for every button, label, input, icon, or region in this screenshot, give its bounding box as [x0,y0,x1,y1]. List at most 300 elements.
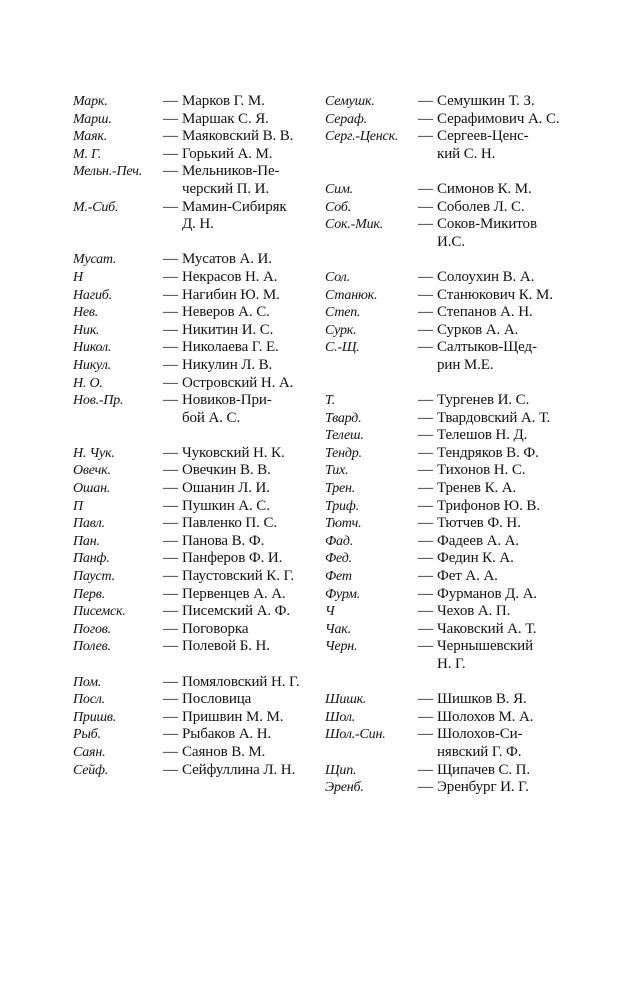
entry-line [73,146,316,164]
author-name-wrap [418,709,560,727]
entry-line [73,709,316,727]
entry-line [325,515,560,533]
author-name-wrap [163,674,316,692]
author-name-wrap [418,762,560,780]
author-name-wrap [418,480,560,498]
em-dash: — [418,392,433,409]
em-dash: — [418,620,433,637]
em-dash: — [163,585,178,602]
abbreviation: С.-Щ. [325,340,360,356]
abbreviation-entry [325,462,560,480]
author-name-wrap [163,392,316,410]
author-name: Степанов А. Н. [437,304,533,321]
author-name: Нагибин Ю. М. [182,286,280,303]
author-name: Фадеев А. А. [437,532,520,549]
em-dash: — [418,286,433,303]
author-name-wrap [418,93,560,111]
author-name-continuation: черский П. И. [182,180,270,197]
abbreviation-entry [325,762,560,780]
em-dash: — [418,779,433,796]
author-name: Маршак С. Я. [182,110,269,127]
abbreviation: Семушк. [325,94,375,109]
author-name: Шолохов-Си- [437,726,523,743]
entry-line [73,515,316,533]
abbreviation-entry [73,93,316,111]
entry-continuation-line [73,181,316,199]
author-name: Пришвин М. М. [182,708,284,725]
abbreviation-entry [325,427,560,445]
abbreviation-entry [325,287,560,305]
entry-line [325,691,560,709]
em-dash: — [418,532,433,549]
author-name-wrap [418,427,560,445]
entry-line [325,586,560,604]
author-name: Мельников-Пе- [182,163,280,180]
entry-line [73,533,316,551]
abbreviation: Серг.-Ценск. [325,129,399,145]
abbreviation: Сим. [325,181,353,197]
author-name: Щипачев С. П. [437,761,531,778]
entry-line [73,111,316,129]
author-name: Полевой Б. Н. [182,638,270,655]
em-dash: — [418,93,433,109]
author-name: Поговорка [182,620,249,637]
entry-line [325,498,560,516]
author-name: Первенцев А. А. [182,585,286,602]
author-name-wrap [418,410,560,428]
abbreviation: Черн. [325,639,358,655]
author-name-wrap [418,726,560,744]
entry-line [325,550,560,568]
abbreviation: Рыб. [73,727,101,743]
author-name: Горький А. М. [182,145,273,162]
em-dash: — [163,515,178,532]
entry-line [325,339,560,357]
author-name-wrap [163,691,316,709]
author-name-wrap [418,304,560,322]
em-dash: — [163,743,178,760]
em-dash: — [163,321,178,338]
em-dash: — [418,409,433,426]
em-dash: — [418,180,433,197]
em-dash: — [418,568,433,585]
author-name-wrap [163,568,316,586]
abbreviation-entry [325,480,560,498]
abbreviation-entry [325,111,560,129]
em-dash: — [163,93,178,109]
abbreviation: Шол. [325,709,356,725]
author-name: Мусатов А. И. [182,251,272,268]
entry-line [325,779,560,797]
entry-continuation-line [325,146,560,164]
abbreviation-entry [325,93,560,111]
abbreviation: Ник. [73,322,100,338]
author-name-wrap [418,550,560,568]
abbreviation-entry [73,445,316,463]
abbreviation: Тютч. [325,516,362,532]
em-dash: — [163,392,178,409]
author-name-wrap [163,726,316,744]
left-column [73,93,316,779]
author-name-continuation: Д. Н. [182,216,214,233]
abbreviation-entry [73,621,316,639]
author-name: Сурков А. А. [437,321,519,338]
abbreviation: Эренб. [325,780,364,796]
abbreviation-entry [73,357,316,375]
em-dash: — [418,444,433,461]
abbreviation: Щип. [325,762,357,778]
author-name-wrap [163,762,316,780]
entry-line [73,339,316,357]
author-name-wrap [418,111,560,129]
abbreviation-entry [73,128,316,146]
abbreviation: Степ. [325,305,361,321]
em-dash: — [163,198,178,215]
abbreviation: Н. Чук. [73,445,115,461]
em-dash: — [418,585,433,602]
em-dash: — [418,603,433,620]
abbreviation-entry [325,709,560,727]
author-name: Телешов Н. Д. [437,427,528,444]
author-name: Сейфуллина Л. Н. [182,761,296,778]
author-name: Эренбург И. Г. [437,779,529,796]
abbreviation: Телеш. [325,428,364,444]
author-name: Чаковский А. Т. [437,620,537,637]
entry-line [73,93,316,111]
abbreviation: Сераф. [325,111,367,127]
em-dash: — [163,532,178,549]
entry-line [73,762,316,780]
entry-continuation-line [325,357,560,375]
entry-line [73,498,316,516]
author-name: Чернышевский [437,638,534,655]
author-name: Островский Н. А. [182,374,294,391]
abbreviation: Овечк. [73,463,111,479]
author-name: Тургенев И. С. [437,392,530,409]
abbreviation: Нагиб. [73,287,112,303]
abbreviation: Тендр. [325,445,362,461]
abbreviation-entry [73,163,316,198]
abbreviation: Посл. [73,692,105,708]
author-name-wrap [418,392,560,410]
abbreviation: М. Г. [73,146,102,162]
abbreviation-entry [73,339,316,357]
em-dash: — [418,110,433,127]
author-name-wrap [418,638,560,656]
abbreviation-entry [73,287,316,305]
author-name: Пушкин А. С. [182,497,270,514]
author-name-wrap [163,515,316,533]
author-name-wrap [418,322,560,340]
em-dash: — [163,286,178,303]
author-name-continuation: И.С. [437,233,465,250]
abbreviation: Т. [325,393,336,409]
entry-line [73,357,316,375]
author-name-continuation: Н. Г. [437,656,466,672]
em-dash: — [418,550,433,567]
author-name: Саянов В. М. [182,743,266,760]
abbreviation: Шишк. [325,692,367,708]
author-name-wrap [163,269,316,287]
entry-line [73,603,316,621]
em-dash: — [418,128,433,145]
author-name-wrap [418,498,560,516]
abbreviation: Пом. [73,674,102,690]
abbreviation-entry [73,462,316,480]
author-name: Марков Г. М. [182,93,265,109]
author-name-wrap [163,709,316,727]
entry-line [73,269,316,287]
abbreviation: М.-Сиб. [73,199,119,215]
abbreviation: Станюк. [325,287,378,303]
abbreviation-entry [325,779,560,797]
entry-line [73,568,316,586]
em-dash: — [418,726,433,743]
abbreviation: Маяк. [73,129,108,145]
abbreviation: Никул. [73,357,111,373]
author-name-wrap [163,445,316,463]
author-name: Писемский А. Ф. [182,603,291,620]
em-dash: — [163,497,178,514]
entry-continuation-line [325,744,560,762]
author-name-wrap [418,603,560,621]
entry-line [325,128,560,146]
abbreviation: Саян. [73,744,106,760]
entry-line [325,287,560,305]
author-name-wrap [163,339,316,357]
em-dash: — [163,356,178,373]
author-name: Тихонов Н. С. [437,462,526,479]
author-name-continuation: бой А. С. [182,409,241,426]
em-dash: — [163,304,178,321]
abbreviation: Ч [325,604,335,620]
author-name: Панова В. Ф. [182,532,265,549]
entry-line [325,111,560,129]
abbreviation-entry [325,621,560,639]
author-name: Некрасов Н. А. [182,268,278,285]
abbreviation: Сейф. [73,762,109,778]
abbreviation-entry [73,375,316,393]
abbreviation: Н. О. [73,375,103,391]
abbreviation: Тих. [325,463,349,479]
abbreviation-entry [325,269,560,287]
entry-line [325,410,560,428]
author-name: Фет А. А. [437,568,498,585]
author-name-wrap [418,462,560,480]
author-name: Тендряков В. Ф. [437,444,539,461]
abbreviation: Пауст. [73,569,115,585]
entry-line [73,480,316,498]
abbreviation-entry [325,726,560,761]
entry-line [325,322,560,340]
author-name: Федин К. А. [437,550,514,567]
spacer [73,234,316,252]
entry-line [325,762,560,780]
abbreviation: Нов.-Пр. [73,393,124,409]
abbreviation: Соб. [325,199,351,215]
em-dash: — [418,761,433,778]
author-name-wrap [163,304,316,322]
author-name: Чехов А. П. [437,603,511,620]
author-name-wrap [163,322,316,340]
em-dash: — [418,216,433,233]
abbreviation: П [73,498,83,514]
spacer [73,427,316,445]
abbreviation-entry [73,498,316,516]
em-dash: — [418,321,433,338]
entry-line [325,726,560,744]
author-name-wrap [163,93,316,111]
abbreviation: Фет [325,569,352,585]
em-dash: — [163,128,178,145]
author-name: Трифонов Ю. В. [437,497,540,514]
entry-line [73,163,316,181]
entry-line [73,445,316,463]
entry-line [73,638,316,656]
abbreviation: Перв. [73,586,105,602]
author-name-wrap [163,621,316,639]
author-name: Ошанин Л. И. [182,480,270,497]
author-name-wrap [418,199,560,217]
abbreviation: Панф. [73,551,110,567]
author-name-wrap [163,111,316,129]
abbreviation-entry [325,568,560,586]
abbreviation: Погов. [73,621,111,637]
em-dash: — [418,339,433,356]
entry-continuation-line [73,410,316,428]
abbreviation: Фед. [325,551,352,567]
author-name: Твардовский А. Т. [437,409,551,426]
abbreviation-entry [73,322,316,340]
author-name: Соков-Микитов [437,216,537,233]
entry-line [325,304,560,322]
abbreviation: Ошан. [73,481,111,497]
author-name-wrap [418,568,560,586]
em-dash: — [163,620,178,637]
abbreviation: Фад. [325,533,354,549]
entry-line [325,199,560,217]
abbreviation: Пришв. [73,709,117,725]
abbreviation: Сурк. [325,322,357,338]
em-dash: — [163,673,178,690]
author-name-wrap [163,462,316,480]
author-name-continuation: нявский Г. Ф. [437,743,522,760]
abbreviation-entry [73,515,316,533]
abbreviation-entry [73,709,316,727]
abbreviation-entry [73,726,316,744]
abbreviation-entry [325,304,560,322]
author-name-wrap [163,146,316,164]
abbreviation-entry [73,392,316,427]
abbreviation-entry [73,762,316,780]
em-dash: — [163,251,178,268]
abbreviation-entry [73,251,316,269]
abbreviation-entry [325,603,560,621]
entry-line [325,216,560,234]
abbreviation-entry [325,199,560,217]
em-dash: — [418,304,433,321]
author-name-wrap [163,375,316,393]
entry-line [73,199,316,217]
author-name: Фурманов Д. А. [437,585,537,602]
abbreviation-entry [73,550,316,568]
author-name-wrap [418,181,560,199]
author-name: Симонов К. М. [437,180,532,197]
em-dash: — [163,268,178,285]
author-name: Станюкович К. М. [437,286,553,303]
em-dash: — [163,444,178,461]
author-name: Помяловский Н. Г. [182,673,300,690]
em-dash: — [163,163,178,180]
abbreviation-entry [73,691,316,709]
author-name: Мамин-Сибиряк [182,198,287,215]
em-dash: — [418,268,433,285]
abbreviation-entry [73,533,316,551]
entry-continuation-line [325,656,560,674]
em-dash: — [418,198,433,215]
entry-line [325,445,560,463]
spacer [325,674,560,692]
entry-line [325,427,560,445]
entry-line [73,287,316,305]
author-name-wrap [163,603,316,621]
entry-line [73,744,316,762]
author-name-continuation: кий С. Н. [437,145,496,162]
author-name: Овечкин В. В. [182,462,271,479]
abbreviation: Никол. [73,340,112,356]
entry-line [325,621,560,639]
abbreviation-entry [325,410,560,428]
abbreviation-entry [325,322,560,340]
abbreviation: Писемск. [73,604,126,620]
em-dash: — [418,462,433,479]
em-dash: — [418,638,433,655]
em-dash: — [163,550,178,567]
abbreviation: Трен. [325,481,356,497]
spacer [325,163,560,181]
abbreviation: Н [73,269,83,285]
author-name-wrap [163,586,316,604]
author-name: Павленко П. С. [182,515,278,532]
author-name-wrap [163,357,316,375]
abbreviation: Сол. [325,269,350,285]
author-name-wrap [163,498,316,516]
spacer [325,375,560,393]
author-name: Рыбаков А. Н. [182,726,272,743]
abbreviation-entry [325,498,560,516]
em-dash: — [418,708,433,725]
author-name-wrap [163,744,316,762]
author-name-wrap [418,216,560,234]
abbreviation: Фурм. [325,586,361,602]
entry-line [73,392,316,410]
em-dash: — [163,568,178,585]
author-name-wrap [418,691,560,709]
abbreviation-entry [325,515,560,533]
abbreviation-entry [325,216,560,251]
author-name: Чуковский Н. К. [182,444,285,461]
author-name: Соболев Л. С. [437,198,525,215]
em-dash: — [163,339,178,356]
entry-line [325,480,560,498]
abbreviation: Пан. [73,533,100,549]
author-name-wrap [418,445,560,463]
entry-continuation-line [325,234,560,252]
abbreviation-entry [325,533,560,551]
author-name: Шолохов М. А. [437,708,534,725]
author-name: Никулин Л. В. [182,356,273,373]
em-dash: — [418,427,433,444]
